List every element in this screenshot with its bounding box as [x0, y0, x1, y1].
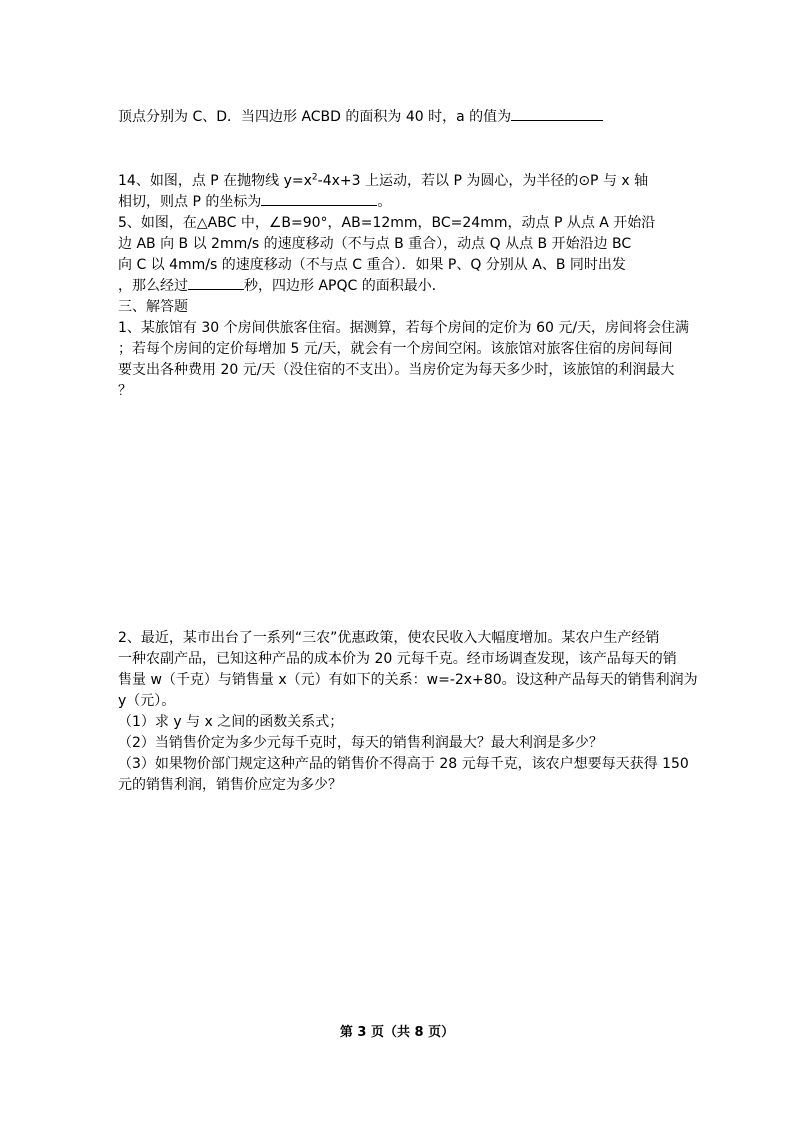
q13-text: 顶点分别为 C、D．当四边形 ACBD 的面积为 40 时，a 的值为: [118, 109, 512, 125]
question-5-line-2: 边 AB 向 B 以 2mm/s 的速度移动（不与点 B 重合），动点 Q 从点 B 开始沿边 BC: [118, 236, 632, 252]
problem-2-line-3: 售量 w（千克）与销售量 x（元）有如下的关系：w=-2x+80。设这种产品每天的销售利润为: [118, 672, 698, 688]
answer-blank: [188, 275, 244, 290]
problem-1-line-2: ；若每个房间的定价每增加 5 元/天，就会有一个房间空闲。该旅馆对旅客住宿的房间每间: [118, 341, 673, 357]
problem-2-line-2: 一种农副产品，已知这种产品的成本价为 20 元每千克。经市场调查发现，该产品每天的销: [118, 651, 677, 667]
q14-text-b: -4x+3 上运动，若以 P 为圆心，为半径的⊙P 与 x 轴: [317, 173, 649, 189]
problem-1-line-1: 1、某旅馆有 30 个房间供旅客住宿。据测算，若每个房间的定价为 60 元/天，房间将会住满: [118, 320, 690, 336]
q5-text-a: ，那么经过: [118, 278, 188, 294]
q14-text-d: 。: [377, 194, 392, 210]
question-13-continuation: [118, 106, 603, 128]
problem-2-line-4: y（元）。: [118, 693, 176, 709]
problem-2-sub-2: （2）当销售价定为多少元每千克时，每天的销售利润最大？最大利润是多少？: [118, 735, 603, 751]
question-5-line-4: [118, 275, 446, 297]
question-14-line-2: [118, 191, 391, 213]
problem-1-line-3: 要支出各种费用 20 元/天（没住宿的不支出）。当房价定为每天多少时，该旅馆的利润最大: [118, 362, 675, 378]
question-5-line-3: 向 C 以 4mm/s 的速度移动（不与点 C 重合）．如果 P、Q 分别从 A、B 同时出发: [118, 257, 626, 273]
question-14-line-1: [118, 170, 648, 192]
exponent: 2: [311, 172, 318, 183]
page-footer: 第 3 页（共 8 页）: [339, 1025, 455, 1040]
problem-2-line-1: 2、最近，某市出台了一系列“三农”优惠政策，使农民收入大幅度增加。某农户生产经销: [118, 630, 660, 646]
answer-blank: [511, 106, 603, 121]
question-5-line-1: 5、如图，在△ABC 中，∠B=90°，AB=12mm，BC=24mm，动点 P 从点 A 开始沿: [118, 215, 656, 231]
problem-2-sub-3-line-1: （3）如果物价部门规定这种产品的销售价不得高于 28 元每千克，该农户想要每天获得 150: [118, 756, 689, 772]
answer-blank: [261, 191, 377, 206]
q14-text-c: 相切，则点 P 的坐标为: [118, 194, 262, 210]
problem-1-line-4: ？: [118, 383, 132, 399]
q14-text-a: 14、如图，点 P 在抛物线 y=x: [118, 173, 312, 189]
section-heading: 三、解答题: [118, 299, 188, 315]
problem-2-sub-1: （1）求 y 与 x 之间的函数关系式；: [118, 714, 344, 730]
problem-2-sub-3-line-2: 元的销售利润，销售价应定为多少？: [118, 777, 342, 793]
q5-text-b: 秒，四边形 APQC 的面积最小．: [244, 278, 446, 294]
